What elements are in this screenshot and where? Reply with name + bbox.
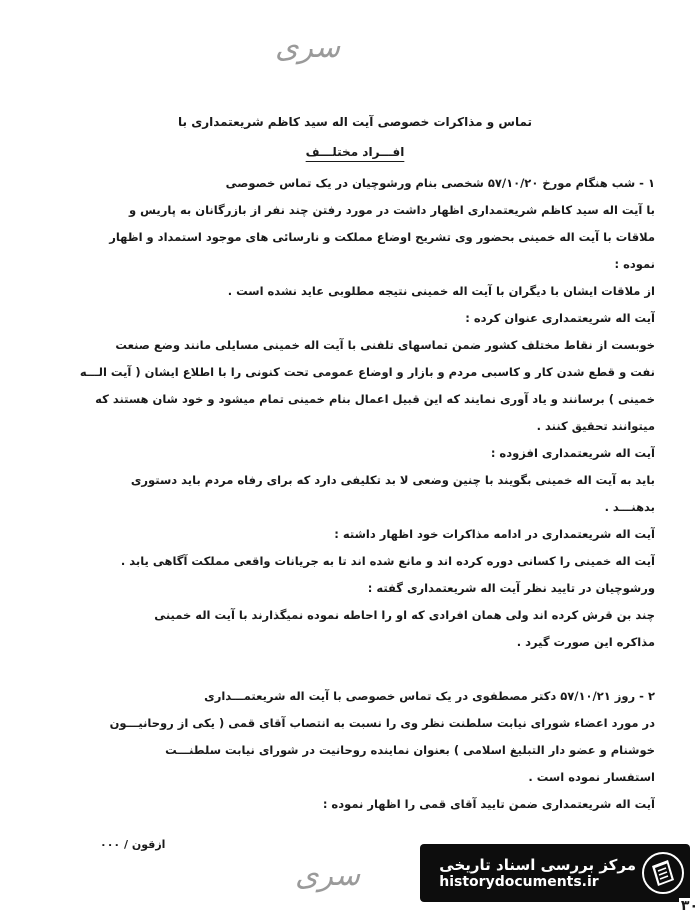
watermark-banner	[420, 844, 690, 902]
watermark-url: historydocuments.ir	[439, 874, 599, 890]
text-line: آیت اله شریعتمداری در ادامه مذاکرات خود اظهار داشته :	[334, 527, 655, 541]
page-number: ۳۰	[680, 898, 698, 914]
document-archive-logo-icon	[642, 852, 684, 894]
text-line: خوبست از نقاط مختلف کشور ضمن تماسهای تلفنی با آیت اله خمینی مسایلی مانند وضع صنعت	[115, 338, 655, 352]
document-subtitle: افـــراد مختلـــف	[305, 145, 405, 159]
text-line: خوشنام و عضو دار التبلیغ اسلامی ) بعنوان نماینده روحانیت در شورای نیابت سلطنـــت	[165, 743, 655, 757]
text-line: آیت اله شریعتمداری عنوان کرده :	[465, 311, 655, 325]
classification-stamp-bottom: سری	[295, 858, 361, 893]
watermark-text	[439, 856, 636, 890]
classification-stamp-top: سری	[275, 30, 341, 65]
text-line: از ملاقات ایشان با دیگران با آیت اله خمینی نتیجه مطلوبی عاید نشده است .	[227, 284, 655, 298]
text-line: مذاکره این صورت گیرد .	[516, 635, 655, 649]
text-line: استفسار نموده است .	[528, 770, 655, 784]
reference-number: ازقون / ۰۰۰	[100, 838, 166, 851]
text-line: نموده :	[614, 257, 655, 271]
text-line: بدهنـــد .	[604, 500, 655, 514]
text-line: ورشوچیان در تایید نظر آیت اله شریعتمداری گفته :	[367, 581, 655, 595]
text-line: آیت اله خمینی را کسانی دوره کرده اند و مانع شده اند تا به جریانات واقعی مملکت آگاهی یابد .	[120, 554, 655, 568]
text-line: ۲ - روز ۵۷/۱۰/۲۱ دکتر مصطفوی در یک تماس خصوصی با آیت اله شریعتمـــداری	[204, 689, 655, 703]
watermark-name: مرکز بررسی اسناد تاریخی	[439, 856, 636, 874]
text-line: ملاقات با آیت اله خمینی بحضور وی تشریح اوضاع مملکت و نارسائی های موجود استمداد و اظهار	[109, 230, 655, 244]
document-title: تماس و مذاکرات خصوصی آیت اله سید کاظم شریعتمداری با	[178, 115, 532, 129]
text-line: میتوانند تحقیق کنند .	[536, 419, 655, 433]
text-line: با آیت اله سید کاظم شریعتمداری اظهار داشت در مورد رفتن چند نفر از بازرگانان به پاریس و	[128, 203, 655, 217]
text-line: نفت و قطع شدن کار و کاسبی مردم و بازار و اوضاع عمومی تحت کنونی را با اطلاع ایشان ( آیت الـــه	[79, 365, 655, 379]
text-line: ۱ - شب هنگام مورخ ۵۷/۱۰/۲۰ شخصی بنام ورشوچیان در یک تماس خصوصی	[225, 176, 655, 190]
text-line: آیت اله شریعتمداری ضمن تایید آقای قمی را اظهار نموده :	[322, 797, 655, 811]
text-line: در مورد اعضاء شورای نیابت سلطنت نظر وی را نسبت به انتصاب آقای قمی ( یکی از روحانیـــون	[109, 716, 655, 730]
text-line: خمینی ) برسانند و یاد آوری نمایند که این قبیل اعمال بنام خمینی تمام میشود و خود شان هستند که	[95, 392, 655, 406]
text-line: باید به آیت اله خمینی بگویند با چنین وضعی لا بد تکلیفی دارد که برای رفاه مردم باید دستوری	[130, 473, 655, 487]
text-line: آیت اله شریعتمداری افزوده :	[490, 446, 655, 460]
text-line: چند بن قرش کرده اند ولی همان افرادی که او را احاطه نموده نمیگذارند با آیت اله خمینی	[154, 608, 655, 622]
